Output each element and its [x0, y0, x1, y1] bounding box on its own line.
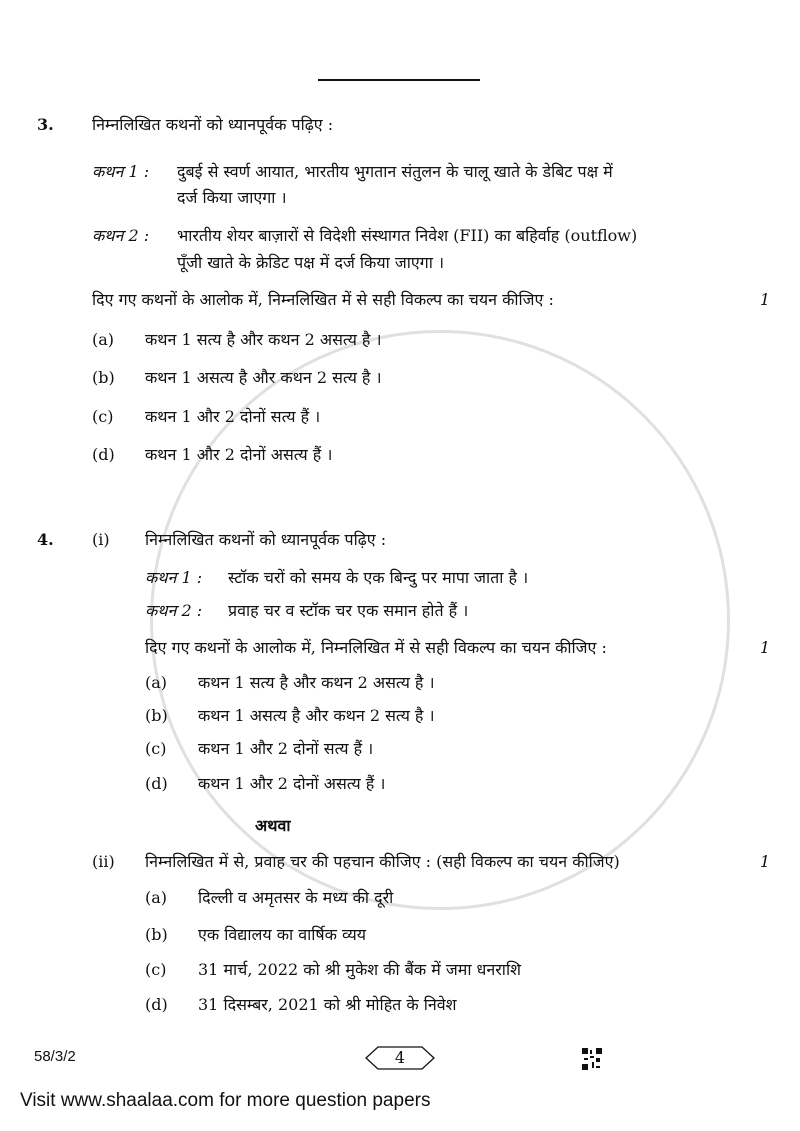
qr-code-icon	[582, 1048, 602, 1070]
or-row	[37, 815, 770, 837]
q3-statement2-cont	[37, 252, 770, 274]
q3-statement2-label: कथन 2 :	[92, 226, 150, 245]
q4-i-option	[37, 773, 770, 795]
q4-statement2: प्रवाह चर व स्टॉक चर एक समान होते हैं ।	[228, 601, 469, 620]
q3-option-label: (a)	[92, 330, 115, 349]
q3-statement1-label: कथन 1 :	[92, 162, 150, 181]
q3-header	[37, 114, 770, 136]
q3-statement1-line1: दुबई से स्वर्ण आयात, भारतीय भुगतान संतुलन के चालू खाते के डेबिट पक्ष में	[177, 162, 613, 181]
q4-i-option-text: कथन 1 और 2 दोनों असत्य हैं ।	[198, 774, 386, 793]
q3-statement2-line2: पूँजी खाते के क्रेडिट पक्ष में दर्ज किया जाएगा ।	[177, 253, 445, 272]
q3-marks: 1	[759, 290, 770, 309]
q4-i-option-text: कथन 1 और 2 दोनों सत्य हैं ।	[198, 739, 374, 758]
q4-number: 4.	[37, 530, 54, 549]
q4-i-option	[37, 738, 770, 760]
q4-part-i-instruction: दिए गए कथनों के आलोक में, निम्नलिखित में से सही विकल्प का चयन कीजिए :	[145, 638, 607, 657]
q3-option-label: (d)	[92, 445, 115, 464]
q4-header	[37, 529, 770, 551]
q4-ii-option-text: एक विद्यालय का वार्षिक व्यय	[198, 925, 367, 944]
q4-i-option	[37, 705, 770, 727]
q3-option-text: कथन 1 और 2 दोनों असत्य हैं ।	[145, 445, 333, 464]
q4-part-i-label: (i)	[92, 530, 110, 549]
q4-part-ii-row	[37, 851, 770, 873]
q4-ii-option-label: (b)	[145, 925, 168, 944]
q3-option	[37, 406, 770, 428]
q3-option	[37, 329, 770, 351]
q3-statement1-cont	[37, 187, 770, 209]
q4-part-i-instruction-row	[37, 637, 770, 659]
q3-statement2	[37, 225, 770, 247]
q3-option-text: कथन 1 और 2 दोनों सत्य हैं ।	[145, 407, 321, 426]
or-label: अथवा	[255, 816, 291, 835]
q4-i-option-label: (c)	[145, 739, 167, 758]
q4-i-option-label: (d)	[145, 774, 168, 793]
q4-ii-option-text: 31 दिसम्बर, 2021 को श्री मोहित के निवेश	[198, 995, 457, 1014]
q4-i-option	[37, 672, 770, 694]
q4-ii-option	[37, 959, 770, 981]
q3-option	[37, 444, 770, 466]
q4-part-ii-label: (ii)	[92, 852, 115, 871]
q3-option-label: (c)	[92, 407, 114, 426]
q3-prompt: निम्नलिखित कथनों को ध्यानपूर्वक पढ़िए :	[92, 115, 334, 134]
q3-instruction: दिए गए कथनों के आलोक में, निम्नलिखित में से सही विकल्प का चयन कीजिए :	[92, 290, 554, 309]
q4-statement1-row	[37, 567, 770, 589]
q3-statement1-line2: दर्ज किया जाएगा ।	[177, 188, 287, 207]
visit-link[interactable]: Visit www.shaalaa.com for more question papers	[20, 1090, 431, 1111]
q4-part-i-prompt: निम्नलिखित कथनों को ध्यानपूर्वक पढ़िए :	[145, 530, 387, 549]
q4-ii-option	[37, 994, 770, 1016]
q4-ii-option-label: (a)	[145, 888, 168, 907]
q4-part-ii-marks: 1	[759, 852, 770, 871]
q3-statement1	[37, 161, 770, 183]
q4-ii-option	[37, 924, 770, 946]
q3-number: 3.	[37, 115, 54, 134]
q4-statement1-label: कथन 1 :	[145, 568, 203, 587]
q4-ii-option	[37, 887, 770, 909]
q4-ii-option-text: 31 मार्च, 2022 को श्री मुकेश की बैंक में जमा धनराशि	[198, 960, 521, 979]
paper-code: 58/3/2	[34, 1048, 76, 1065]
q4-statement1: स्टॉक चरों को समय के एक बिन्दु पर मापा जाता है ।	[228, 568, 529, 587]
q4-ii-option-label: (d)	[145, 995, 168, 1014]
q3-statement2-line1: भारतीय शेयर बाज़ारों से विदेशी संस्थागत निवेश (FII) का बहिर्वाह (outflow)	[177, 226, 638, 245]
top-rule	[318, 79, 480, 81]
q4-i-option-text: कथन 1 असत्य है और कथन 2 सत्य है ।	[198, 706, 435, 725]
q3-option	[37, 367, 770, 389]
q4-statement2-label: कथन 2 :	[145, 601, 203, 620]
q3-option-text: कथन 1 सत्य है और कथन 2 असत्य है ।	[145, 330, 382, 349]
q4-i-option-label: (a)	[145, 673, 168, 692]
q3-option-text: कथन 1 असत्य है और कथन 2 सत्य है ।	[145, 368, 382, 387]
q3-option-label: (b)	[92, 368, 115, 387]
q4-part-ii-prompt: निम्नलिखित में से, प्रवाह चर की पहचान कीजिए : (सही विकल्प का चयन कीजिए)	[145, 852, 620, 871]
page-number: 4	[394, 1048, 406, 1067]
q4-ii-option-text: दिल्ली व अमृतसर के मध्य की दूरी	[198, 888, 394, 907]
q4-i-option-text: कथन 1 सत्य है और कथन 2 असत्य है ।	[198, 673, 435, 692]
q4-i-option-label: (b)	[145, 706, 168, 725]
question-content	[37, 114, 770, 1016]
q4-statement2-row	[37, 600, 770, 622]
q3-instruction-row	[37, 289, 770, 311]
q4-part-i-marks: 1	[759, 638, 770, 657]
q4-ii-option-label: (c)	[145, 960, 167, 979]
